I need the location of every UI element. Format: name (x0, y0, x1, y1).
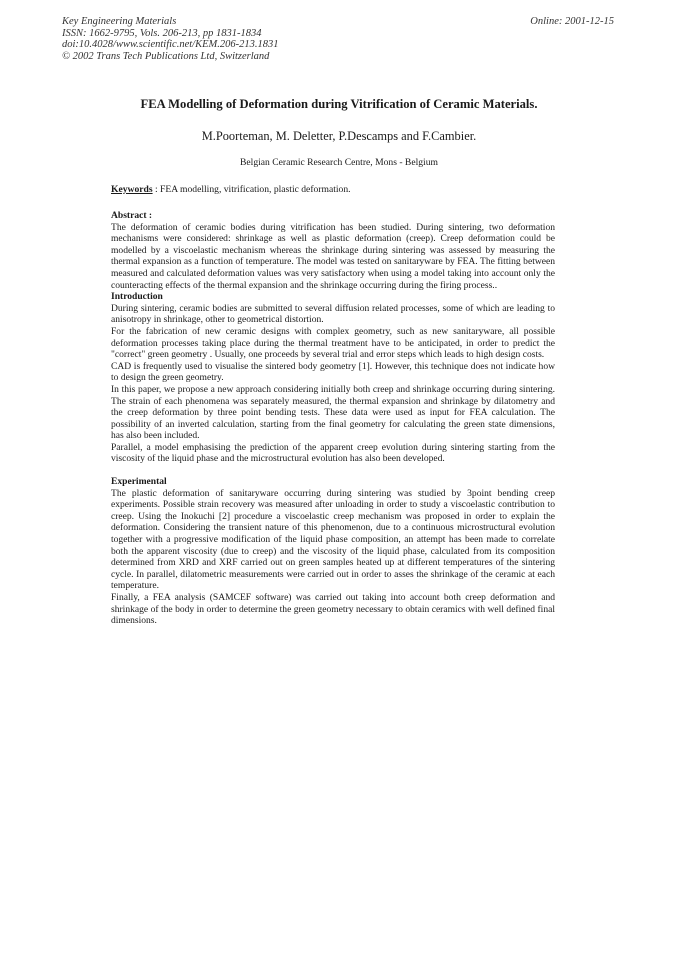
section-spacer (111, 465, 555, 476)
online-date: Online: 2001-12-15 (530, 16, 614, 27)
journal-header (62, 16, 279, 62)
intro-paragraph: In this paper, we propose a new approach considering initially both creep and shrinkage occurring during sintering. The strain of each phenomena was separately measured, the thermal expansion and shrinkage by dilatometry and the creep deformation by three point bending tests. These data were used as input for FEA calculation. The possibility of an inverted calculation, starting from the final geometry for calculating the green state dimensions, has also been included. (111, 383, 555, 442)
abstract-text: The deformation of ceramic bodies during vitrification has been studied. During sintering, two deformation mechanisms were considered: shrinkage as well as plastic deformation (creep). Creep deformation could be modelled by a viscoelastic mechanism whereas the shrinkage during sintering was assessed by measuring the thermal expansion as a function of temperature. The model was tested on sanitaryware by FEA. The fitting between measured and calculated deformation values was very satisfactory when using a model taking into account only the counteracting effects of the thermal expansion and the shrinkage occurring during the firing process.. (111, 221, 555, 291)
keywords-text: : FEA modelling, vitrification, plastic deformation. (152, 184, 351, 195)
body-text (111, 210, 555, 627)
experimental-paragraph: Finally, a FEA analysis (SAMCEF software) was carried out taking into account both creep deformation and shrinkage of the body in order to determine the green geometry necessary to obtain ceramics with well defined final dimensions. (111, 592, 555, 627)
intro-paragraph: CAD is frequently used to visualise the sintered body geometry [1]. However, this technique does not indicate how to design the green geometry. (111, 360, 555, 384)
intro-paragraph: For the fabrication of new ceramic designs with complex geometry, such as new sanitaryware, all possible deformation processes taking place during the thermal treatment have to be anticipated, in order to predict the "correct" green geometry . Usually, one proceeds by several trial and error steps which leads to high design costs. (111, 325, 555, 361)
abstract-heading: Abstract : (111, 210, 153, 221)
doi-line[interactable]: doi:10.4028/www.scientific.net/KEM.206-213.1831 (62, 39, 279, 50)
paper-title: FEA Modelling of Deformation during Vitrification of Ceramic Materials. (140, 97, 538, 111)
experimental-paragraph: The plastic deformation of sanitaryware occurring during sintering was studied by 3point bending creep experiments. Possible strain recovery was measured after unloading in order to study a viscoelastic contribution to creep. Using the Inokuchi [2] procedure a viscoelastic creep mechanism was proposed in order to explain the deformation. Considering the transient nature of this phenomenon, due to a continuous microstructural evolution together with a progressive modification of the liquid phase composition, an attempt has been made to correlate both the apparent viscosity (due to creep) and the viscosity of the liquid phase, calculated from its composition determined from XRD and XRF carried out on green samples heated up at different temperatures of the sintering cycle. In parallel, dilatometric measurements were carried out in order to asses the shrinkage of the ceramic at each temperature. (111, 487, 555, 592)
intro-paragraph: During sintering, ceramic bodies are submitted to several diffusion related processes, some of which are leading to anisotropy in shrinkage, other to geometrical distortion. (111, 302, 555, 326)
keywords-label: Keywords (111, 184, 153, 195)
experimental-heading: Experimental (111, 476, 167, 488)
affiliation: Belgian Ceramic Research Centre, Mons - Belgium (240, 157, 438, 168)
authors: M.Poorteman, M. Deletter, P.Descamps and F.Cambier. (201, 129, 477, 143)
keywords (111, 184, 351, 195)
issn-line: ISSN: 1662-9795, Vols. 206-213, pp 1831-1834 (62, 27, 262, 39)
journal-name: Key Engineering Materials (62, 16, 177, 27)
introduction-heading: Introduction (111, 291, 163, 303)
intro-paragraph: Parallel, a model emphasising the prediction of the apparent creep evolution during sintering starting from the viscosity of the liquid phase and the microstructural evolution has also been developed. (111, 441, 555, 465)
copyright-line: © 2002 Trans Tech Publications Ltd, Switzerland (62, 50, 270, 62)
